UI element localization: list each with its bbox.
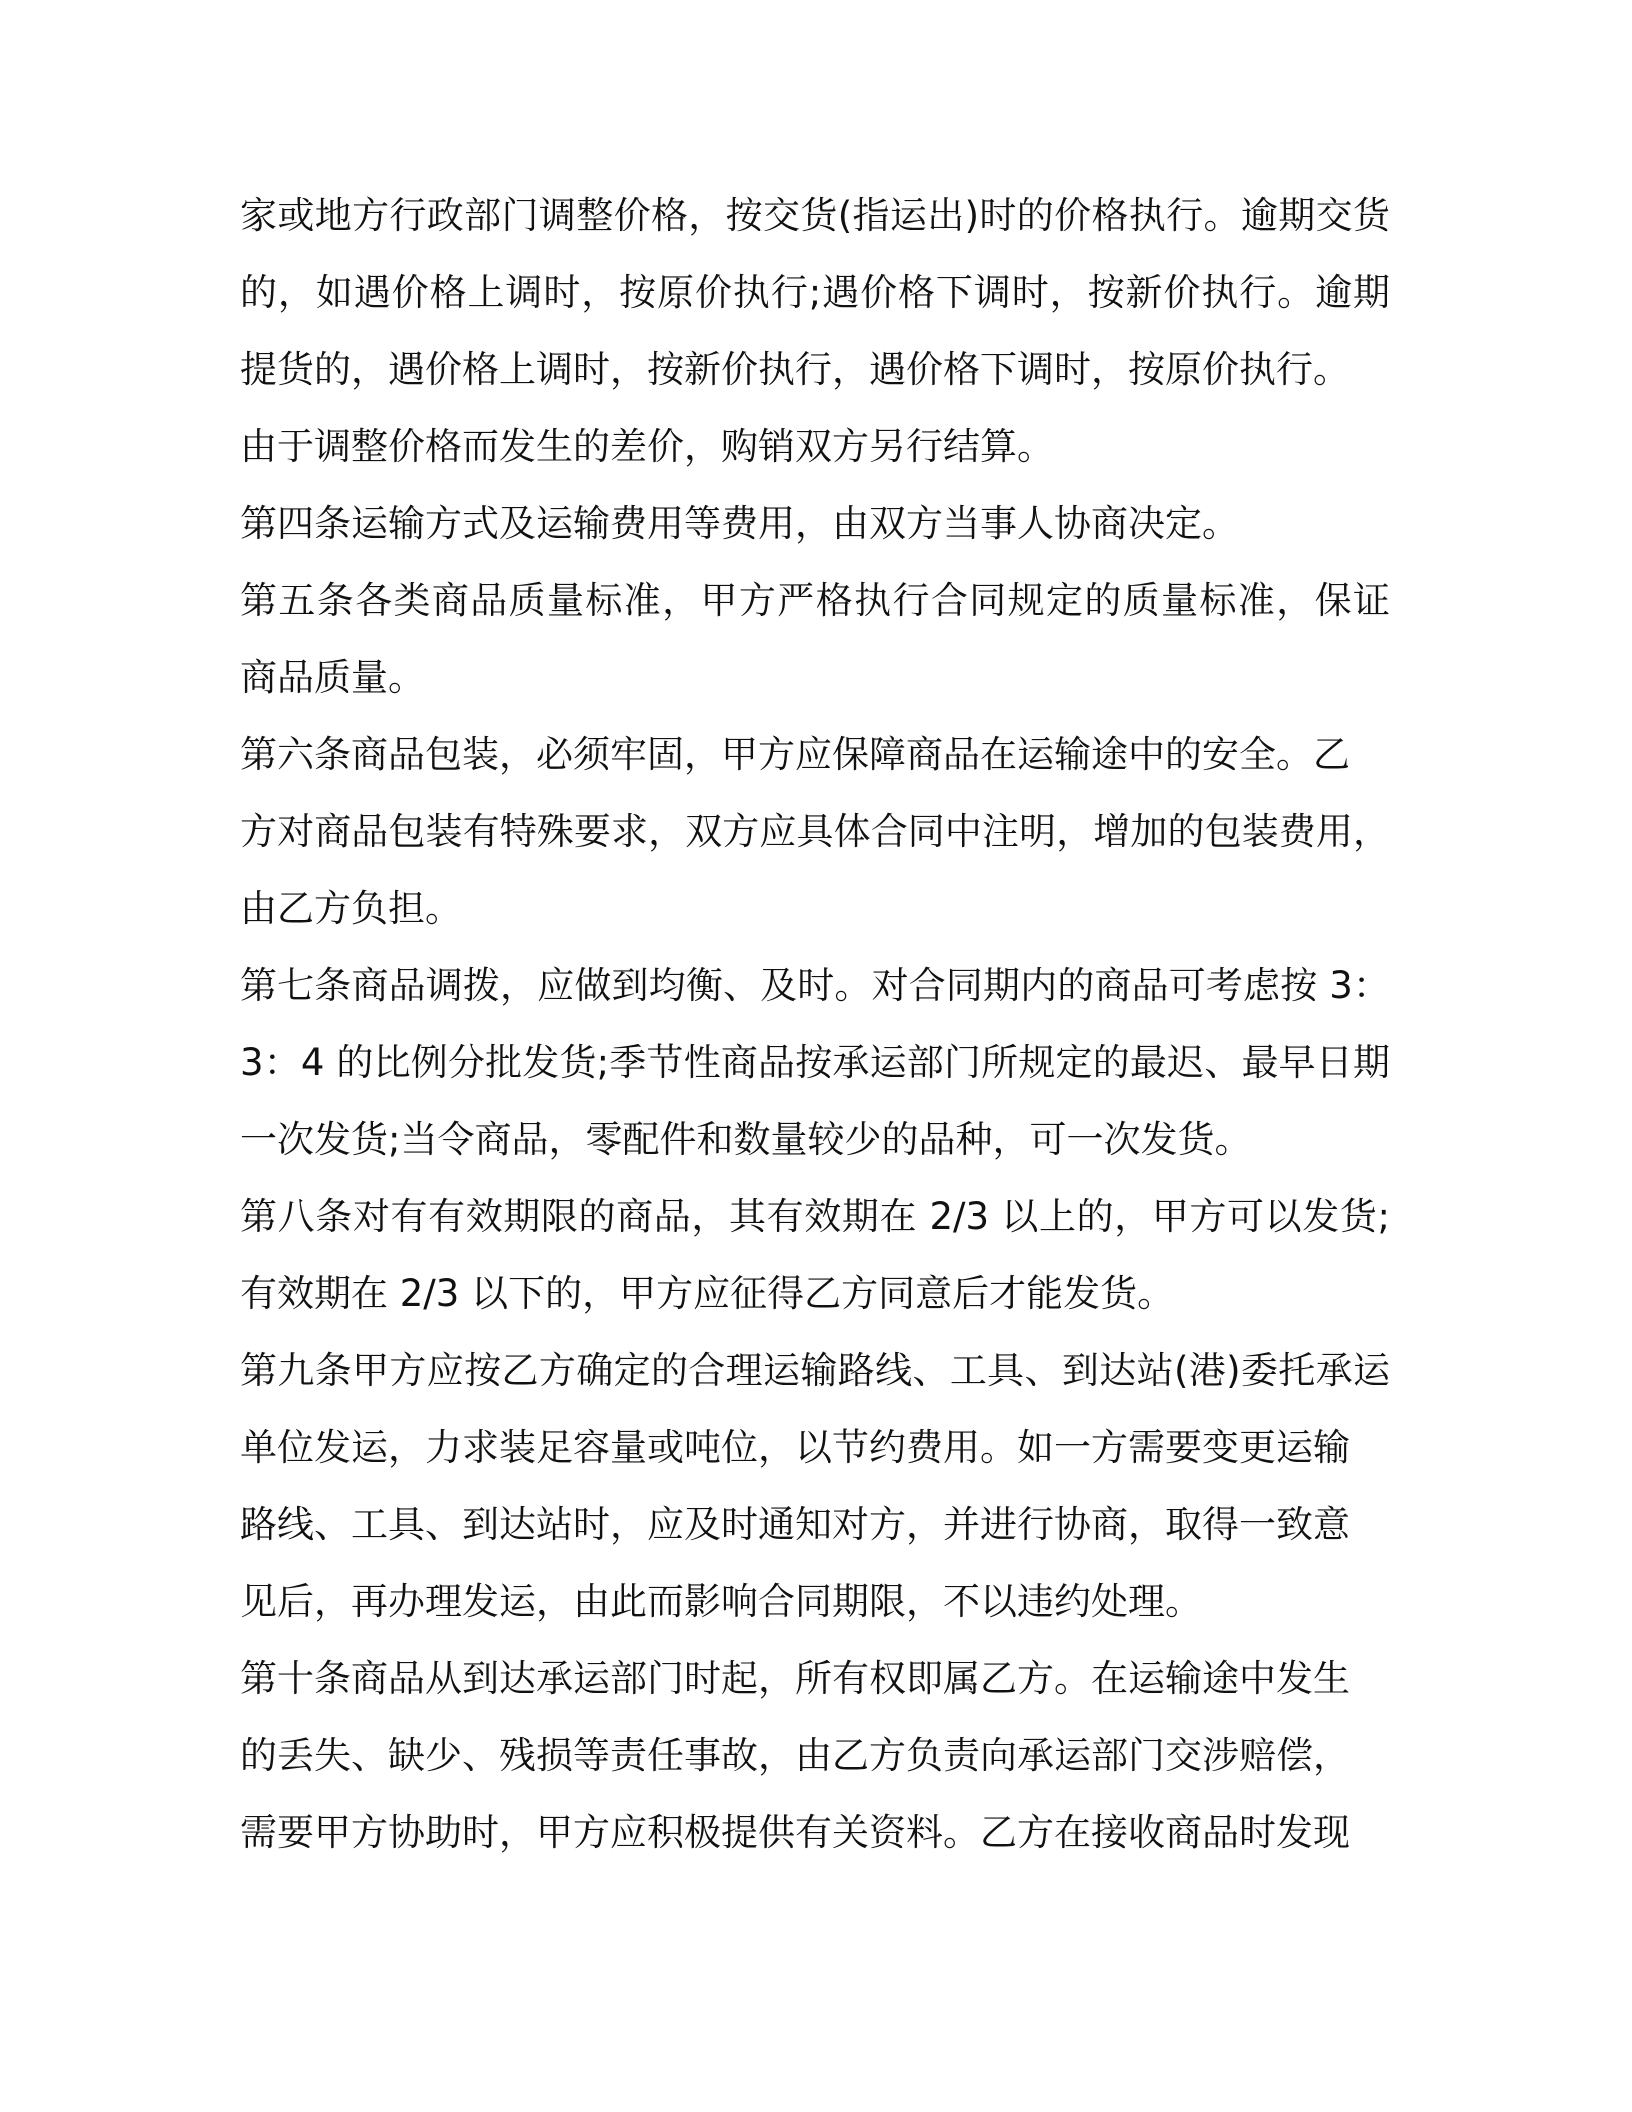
text-line: 第四条运输方式及运输费用等费用，由双方当事人协商决定。 [240,502,1239,545]
text-line: 提货的，遇价格上调时，按新价执行，遇价格下调时，按原价执行。 [240,348,1350,391]
text-line: 需要甲方协助时，甲方应积极提供有关资料。乙方在接收商品时发现 [240,1811,1350,1854]
text-line: 由乙方负担。 [240,887,462,930]
text-line: 由于调整价格而发生的差价，购销双方另行结算。 [240,425,1054,468]
document-body [240,186,1390,1880]
text-line: 的丢失、缺少、残损等责任事故，由乙方负责向承运部门交涉赔偿， [240,1734,1350,1777]
text-line: 第九条甲方应按乙方确定的合理运输路线、工具、到达站(港)委托承运 [240,1349,1390,1392]
text-line: 商品质量。 [240,656,425,699]
text-line: 第十条商品从到达承运部门时起，所有权即属乙方。在运输途中发生 [240,1657,1350,1700]
text-line: 有效期在 2/3 以下的，甲方应征得乙方同意后才能发货。 [240,1272,1175,1315]
text-line: 单位发运，力求装足容量或吨位，以节约费用。如一方需要变更运输 [240,1426,1350,1469]
text-line: 3：4 的比例分批发货;季节性商品按承运部门所规定的最迟、最早日期 [240,1041,1390,1084]
text-line: 方对商品包装有特殊要求，双方应具体合同中注明，增加的包装费用， [240,810,1390,853]
text-line: 见后，再办理发运，由此而影响合同期限，不以违约处理。 [240,1580,1202,1623]
text-line: 第六条商品包装，必须牢固，甲方应保障商品在运输途中的安全。乙 [240,733,1350,776]
text-line: 的，如遇价格上调时，按原价执行;遇价格下调时，按新价执行。逾期 [240,271,1390,314]
text-line: 家或地方行政部门调整价格，按交货(指运出)时的价格执行。逾期交货 [240,194,1390,237]
text-line: 第七条商品调拨，应做到均衡、及时。对合同期内的商品可考虑按 3： [240,964,1390,1007]
text-line: 路线、工具、到达站时，应及时通知对方，并进行协商，取得一致意 [240,1503,1350,1546]
text-line: 第八条对有有效期限的商品，其有效期在 2/3 以上的，甲方可以发货; [240,1195,1390,1238]
text-line: 一次发货;当令商品，零配件和数量较少的品种，可一次发货。 [240,1118,1252,1161]
text-line: 第五条各类商品质量标准，甲方严格执行合同规定的质量标准，保证 [240,579,1390,622]
